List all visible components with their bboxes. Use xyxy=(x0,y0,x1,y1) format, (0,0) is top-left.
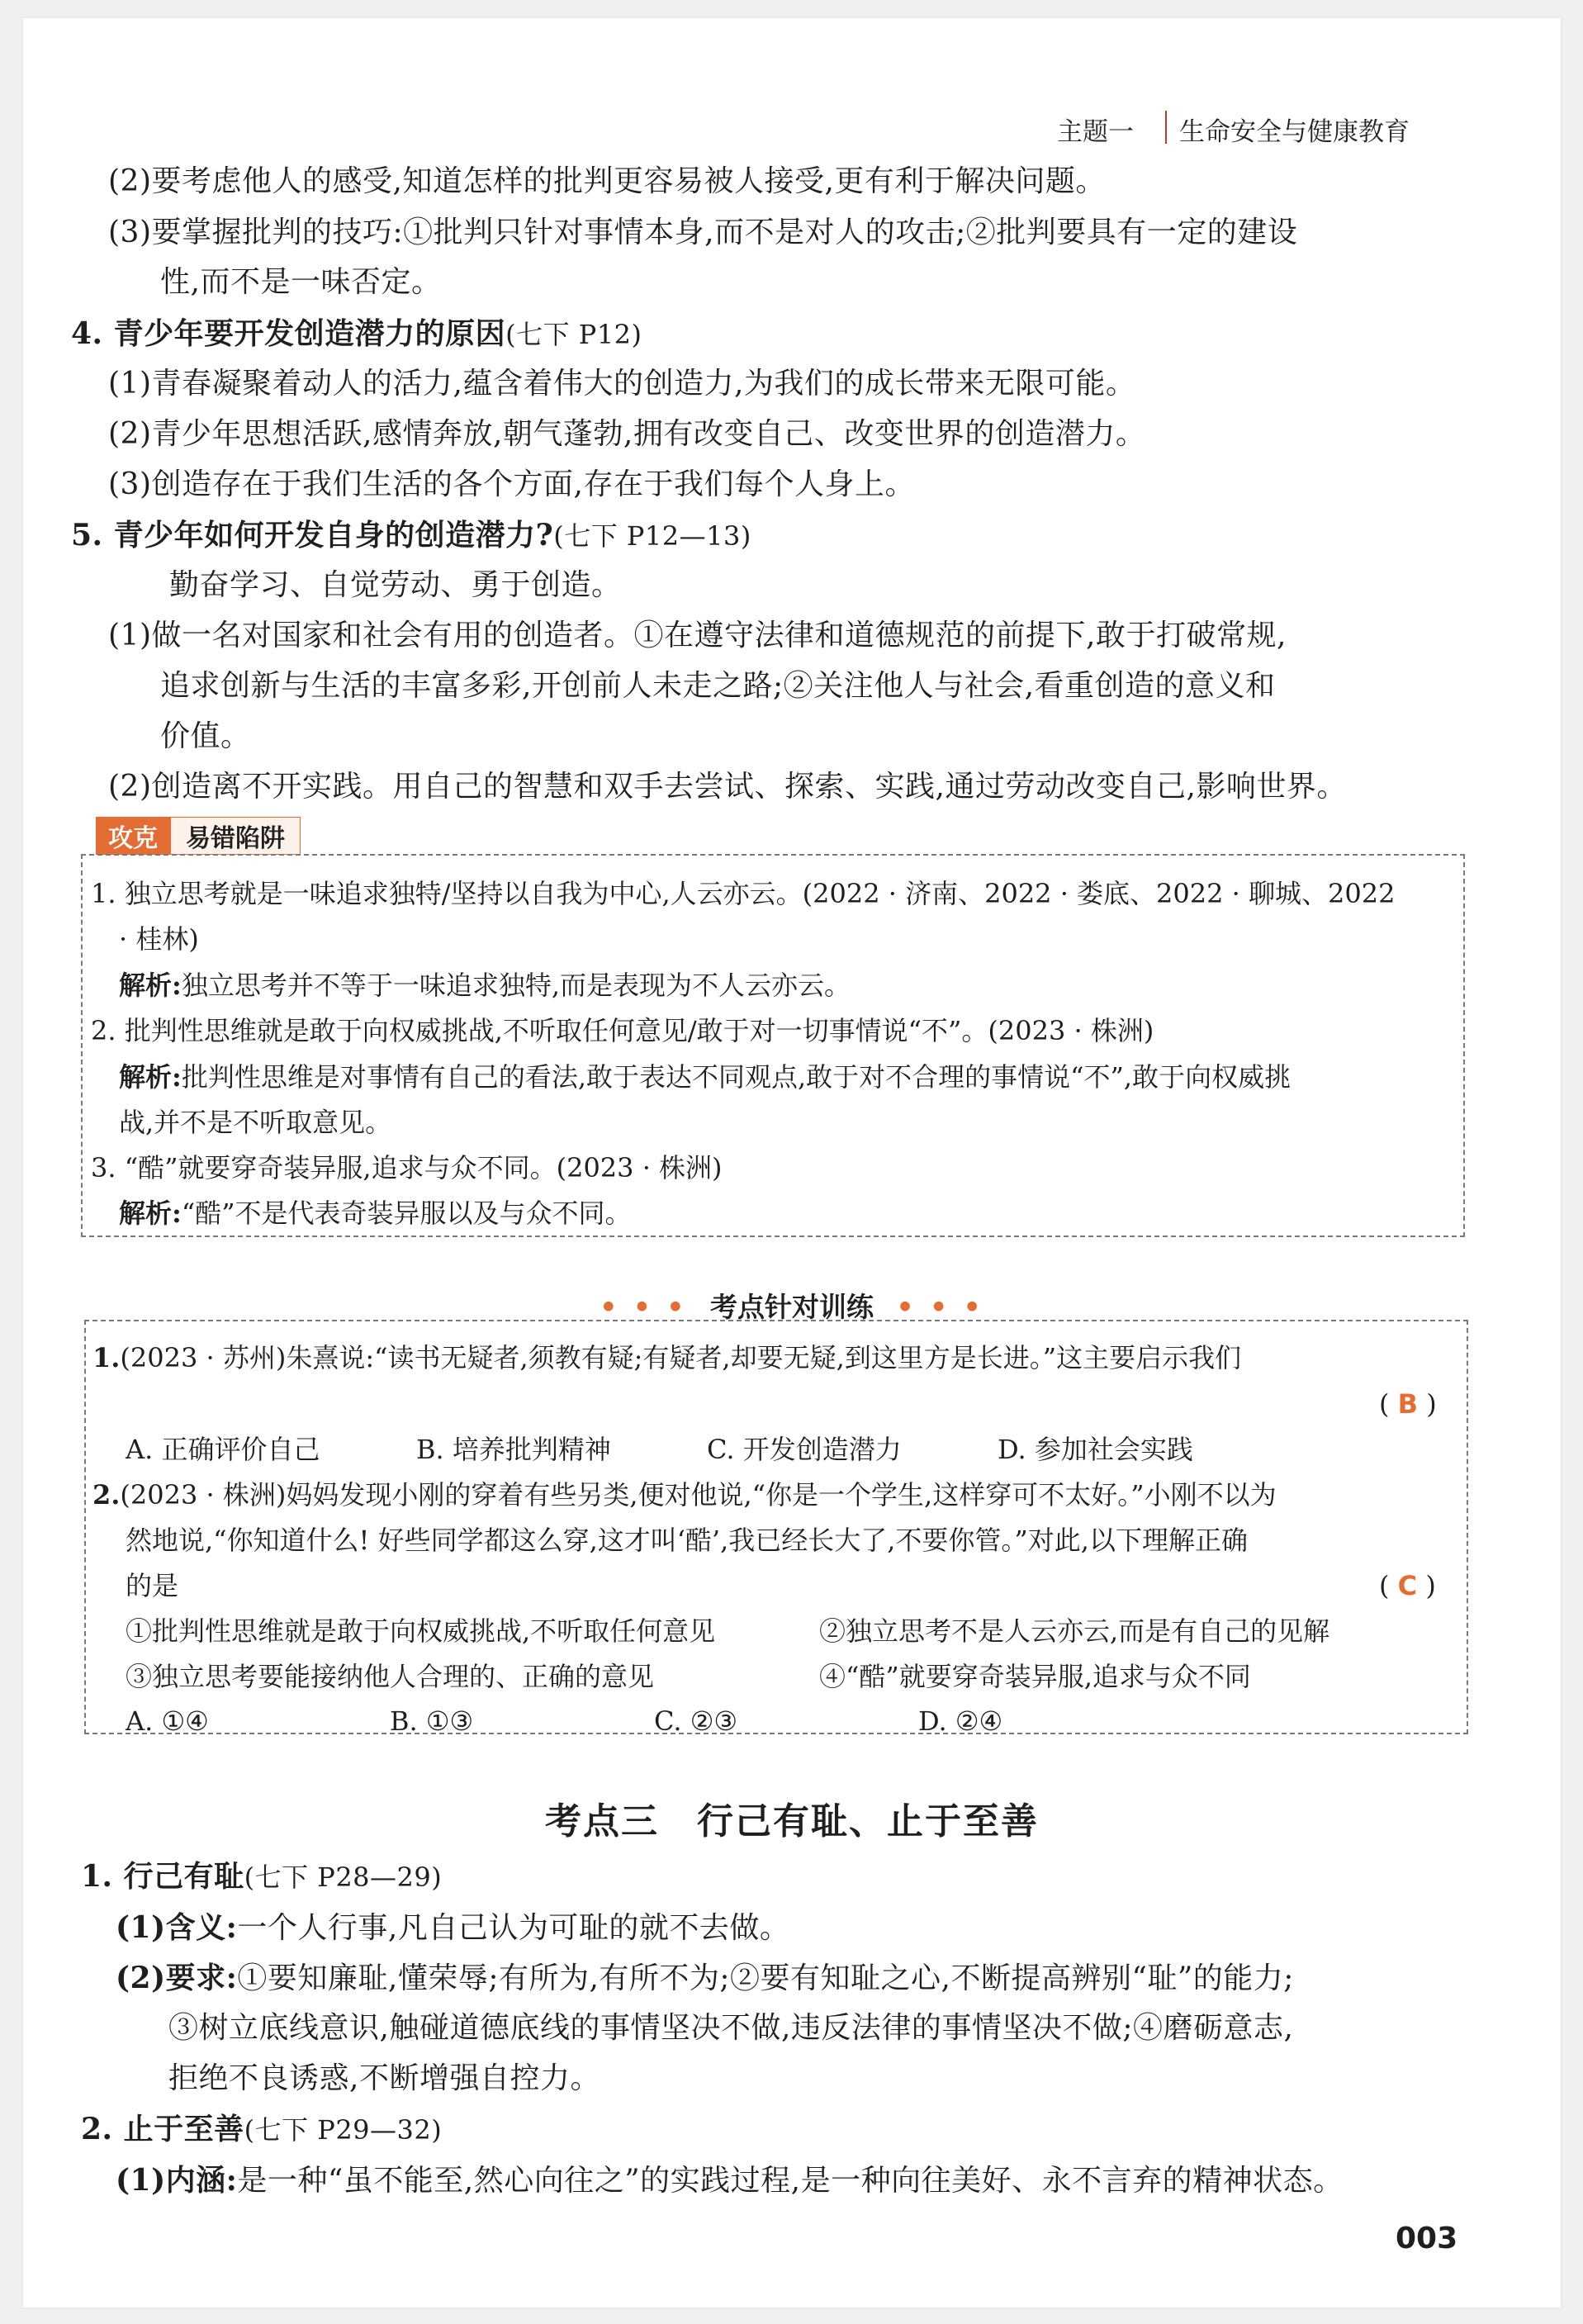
statement: ④“酷”就要穿奇装异服,追求与众不同 xyxy=(819,1661,1251,1692)
training-box xyxy=(84,1320,1468,1737)
trap-tag-label: 易错陷阱 xyxy=(170,817,301,855)
text-line: (3)要掌握批判的技巧:①批判只针对事情本身,而不是对人的攻击;②批判要具有一定的建设 xyxy=(108,216,1298,249)
item-heading: 2. 止于至善(七下 P29—32) xyxy=(81,2112,443,2146)
answer-bracket-1: ( B ) xyxy=(1379,1388,1437,1420)
question-1: 1.(2023 · 苏州)朱熹说:“读书无疑者,须教有疑;有疑者,却要无疑,到这里方是长进。”这主要启示我们 xyxy=(92,1342,1242,1373)
option: B. 培养批判精神 xyxy=(416,1434,611,1465)
trap-question: 2. 批判性思维就是敢于向权威挑战,不听取任何意见/敢于对一切事情说“不”。(2023 · 株洲) xyxy=(91,1015,1154,1046)
text-line: 勤奋学习、自觉劳动、勇于创造。 xyxy=(169,568,622,602)
item-heading: 5. 青少年如何开发自身的创造潜力?(七下 P12—13) xyxy=(71,518,751,553)
text-line: (1)含义:一个人行事,凡自己认为可耻的就不去做。 xyxy=(116,1910,790,1945)
item-heading: 1. 行己有耻(七下 P28—29) xyxy=(81,1859,443,1894)
page-reference: (七下 P12—13) xyxy=(553,520,751,552)
option: A. ①④ xyxy=(126,1705,209,1737)
option: B. ①③ xyxy=(390,1705,474,1737)
text-line: (2)要求:①要知廉耻,懂荣辱;有所为,有所不为;②要有知耻之心,不断提高辨别“耻”的能力; xyxy=(116,1961,1294,1995)
textbook-page xyxy=(23,18,1561,2307)
page-reference: (七下 P29—32) xyxy=(244,2114,443,2146)
trap-analysis: 解析:批判性思维是对事情有自己的看法,敢于表达不同观点,敢于对不合理的事情说“不”,敢于向权威挑 xyxy=(119,1061,1292,1093)
option: D. 参加社会实践 xyxy=(998,1434,1193,1465)
text-line: (2)要考虑他人的感受,知道怎样的批判更容易被人接受,更有利于解决问题。 xyxy=(108,164,1106,198)
text-line: (3)创造存在于我们生活的各个方面,存在于我们每个人身上。 xyxy=(108,467,915,501)
option: C. 开发创造潜力 xyxy=(707,1434,902,1465)
text-line: (2)创造离不开实践。用自己的智慧和双手去尝试、探索、实践,通过劳动改变自己,影响世界。 xyxy=(108,770,1347,804)
answer-bracket-2: ( C ) xyxy=(1379,1570,1436,1601)
text-line: 追求创新与生活的丰富多彩,开创前人未走之路;②关注他人与社会,看重创造的意义和 xyxy=(160,669,1276,703)
answer-mark: B xyxy=(1397,1388,1419,1420)
training-title: • • • 考点针对训练 • • • xyxy=(600,1291,984,1323)
decorative-dots: • • • xyxy=(600,1291,688,1323)
question-2-cont: 的是 xyxy=(126,1570,179,1601)
trap-analysis-cont: 战,并不是不听取意见。 xyxy=(119,1107,392,1138)
trap-question: 3. “酷”就要穿奇装异服,追求与众不同。(2023 · 株洲) xyxy=(91,1152,723,1183)
question-2-cont: 然地说,“你知道什么! 好些同学都这么穿,这才叫‘酷’,我已经长大了,不要你管。”对此,以下理解正确 xyxy=(126,1525,1248,1556)
header-divider xyxy=(1165,111,1167,144)
trap-box xyxy=(81,854,1465,1237)
trap-question: 1. 独立思考就是一味追求独特/坚持以自我为中心,人云亦云。(2022 · 济南、2022 · 娄底、2022 · 聊城、2022 xyxy=(91,878,1396,909)
decorative-dots: • • • xyxy=(896,1291,984,1323)
trap-question: · 桂林) xyxy=(119,923,199,955)
page-reference: (七下 P28—29) xyxy=(244,1862,443,1893)
text-line: (2)青少年思想活跃,感情奔放,朝气蓬勃,拥有改变自己、改变世界的创造潜力。 xyxy=(108,417,1146,451)
text-line: ③树立底线意识,触碰道德底线的事情坚决不做,违反法律的事情坚决不做;④磨砺意志, xyxy=(168,2011,1294,2045)
question-2: 2.(2023 · 株洲)妈妈发现小刚的穿着有些另类,便对他说,“你是一个学生,这样穿可不太好。”小刚不以为 xyxy=(92,1479,1277,1511)
text-line: (1)内涵:是一种“虽不能至,然心向往之”的实践过程,是一种向往美好、永不言弃的精神状态。 xyxy=(116,2163,1344,2198)
statement: ①批判性思维就是敢于向权威挑战,不听取任何意见 xyxy=(126,1615,716,1647)
text-line: 价值。 xyxy=(160,719,251,753)
trap-tag: 攻克 xyxy=(96,817,170,855)
header-title: 生命安全与健康教育 xyxy=(1179,117,1410,147)
option: C. ②③ xyxy=(654,1705,738,1737)
statement: ②独立思考不是人云亦云,而是有自己的见解 xyxy=(819,1615,1330,1647)
trap-analysis: 解析:独立思考并不等于一味追求独特,而是表现为不人云亦云。 xyxy=(119,970,851,1001)
item-heading: 4. 青少年要开发创造潜力的原因(七下 P12) xyxy=(71,316,642,351)
text-line: 拒绝不良诱惑,不断增强自控力。 xyxy=(168,2061,600,2095)
text-line: 性,而不是一味否定。 xyxy=(160,265,442,299)
option: D. ②④ xyxy=(918,1705,1003,1737)
statement: ③独立思考要能接纳他人合理的、正确的意见 xyxy=(126,1661,655,1692)
trap-analysis: 解析:“酷”不是代表奇装异服以及与众不同。 xyxy=(119,1198,632,1229)
header-topic: 主题一 xyxy=(1057,117,1134,147)
text-line: (1)做一名对国家和社会有用的创造者。①在遵守法律和道德规范的前提下,敢于打破常规, xyxy=(108,619,1287,652)
text-line: (1)青春凝聚着动人的活力,蕴含着伟大的创造力,为我们的成长带来无限可能。 xyxy=(108,367,1136,401)
section-title: 考点三 行己有耻、止于至善 xyxy=(545,1800,1039,1843)
answer-mark: C xyxy=(1397,1570,1418,1601)
option: A. 正确评价自己 xyxy=(126,1434,320,1465)
page-reference: (七下 P12) xyxy=(505,319,642,350)
page-number: 003 xyxy=(1396,2222,1458,2255)
